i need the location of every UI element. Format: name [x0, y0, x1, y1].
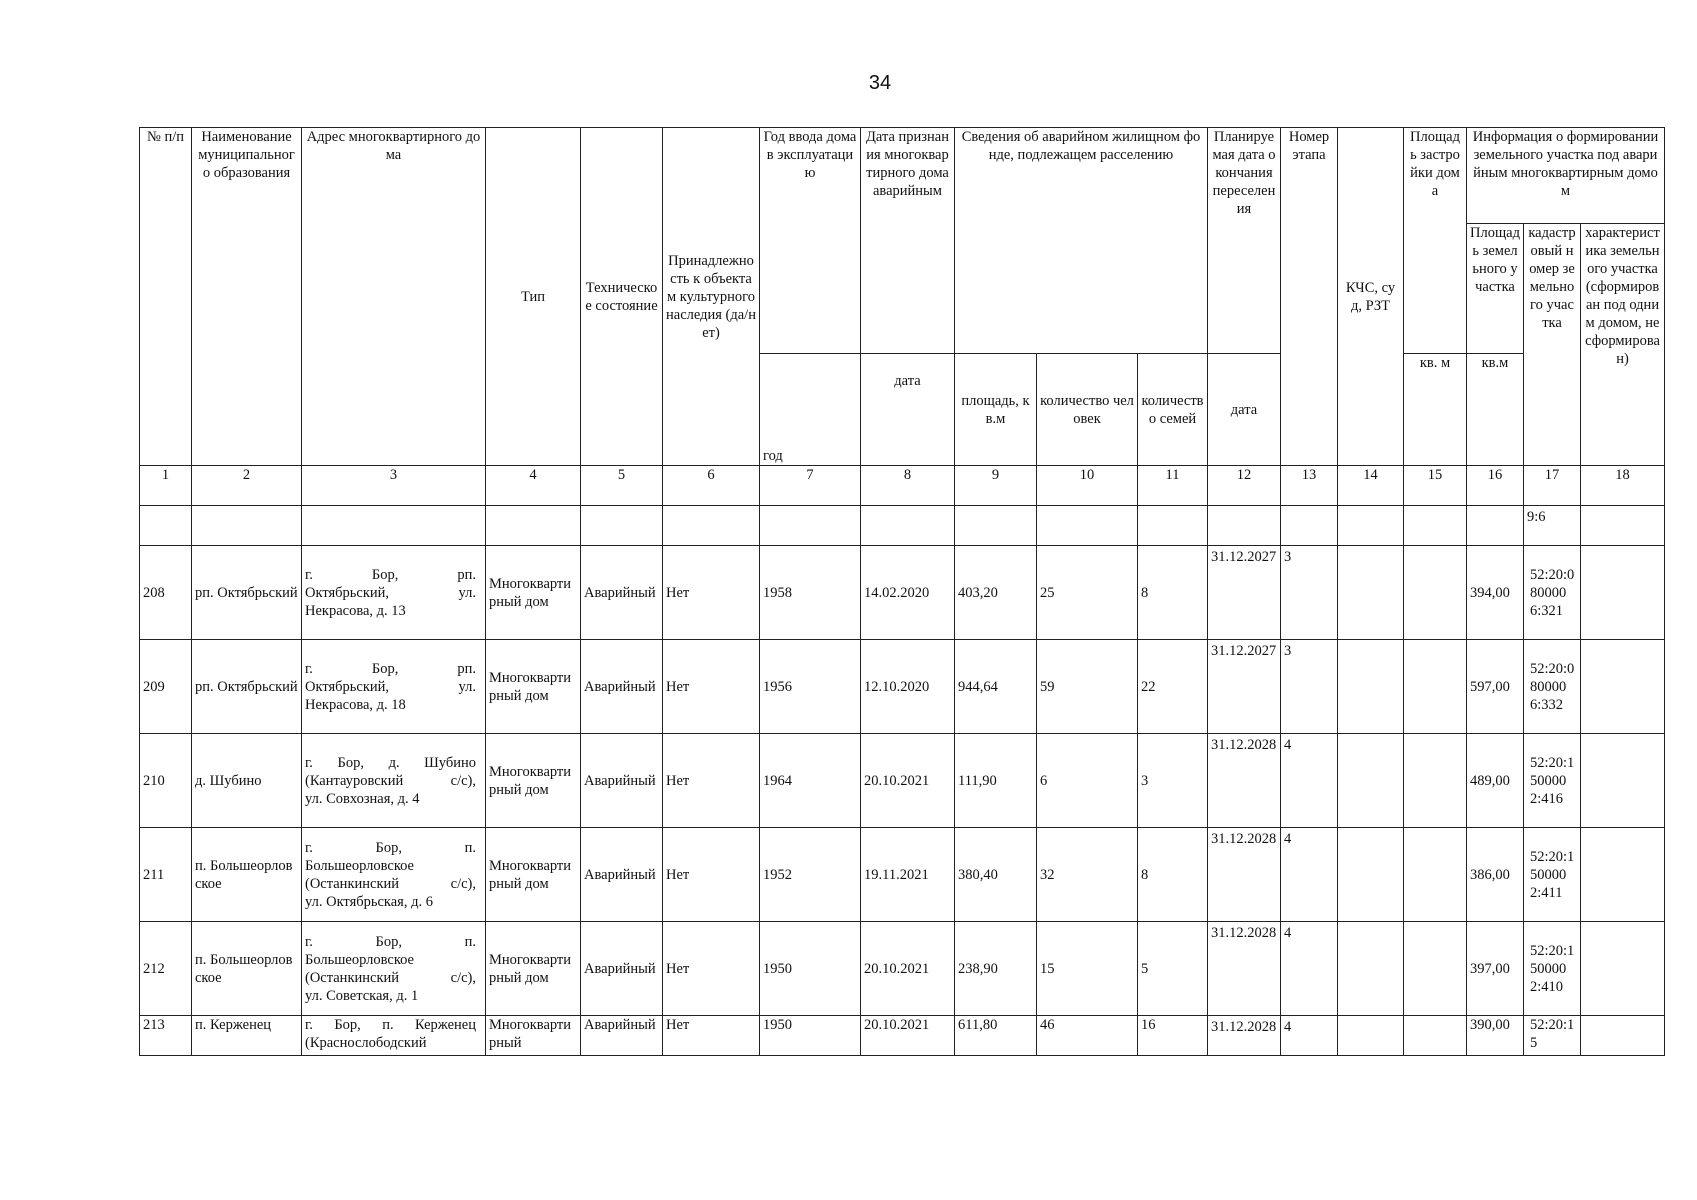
resettlement-end-cell: 31.12.2027: [1208, 640, 1281, 734]
header-num: № п/п: [140, 128, 192, 466]
header-recognition-date: Дата признания многоквартирного дома аварийным: [861, 128, 955, 354]
resettlement-end-cell: 31.12.2027: [1208, 546, 1281, 640]
header-people: количество человек: [1037, 354, 1138, 466]
address-cell: [302, 922, 486, 1016]
families-cell: 3: [1138, 734, 1208, 828]
build-area-cell: [1404, 734, 1467, 828]
row-number: 209: [140, 640, 192, 734]
area-cell: 380,40: [955, 828, 1037, 922]
column-number: 18: [1581, 466, 1665, 506]
land-char-cell: [1581, 734, 1665, 828]
year-cell: 1952: [760, 828, 861, 922]
cadastral-cell: 52:20:1500002:410: [1524, 922, 1581, 1016]
column-number: 13: [1281, 466, 1338, 506]
build-area-cell: [1404, 1016, 1467, 1056]
kchs-cell: [1338, 734, 1404, 828]
recognition-date-cell: 14.02.2020: [861, 546, 955, 640]
families-cell: 22: [1138, 640, 1208, 734]
header-resettlement-end: Планируемая дата окончания переселения: [1208, 128, 1281, 354]
header-land-area-sub: кв.м: [1467, 354, 1524, 466]
type-cell: Многоквартирный: [486, 1016, 581, 1056]
table-row: [140, 828, 1665, 922]
table-row: [140, 734, 1665, 828]
header-build-area: Площадь застройки дома: [1404, 128, 1467, 354]
header-cadastral: кадастровый номер земельного участка: [1524, 224, 1581, 466]
condition-cell: Аварийный: [581, 734, 663, 828]
header-families: количество семей: [1138, 354, 1208, 466]
families-cell: 8: [1138, 546, 1208, 640]
land-area-cell: 390,00: [1467, 1016, 1524, 1056]
recognition-date-cell: 20.10.2021: [861, 1016, 955, 1056]
area-cell: 611,80: [955, 1016, 1037, 1056]
recognition-date-cell: 12.10.2020: [861, 640, 955, 734]
municipality-cell: п. Большеорловское: [192, 922, 302, 1016]
build-area-cell: [1404, 922, 1467, 1016]
land-area-cell: 394,00: [1467, 546, 1524, 640]
area-cell: 403,20: [955, 546, 1037, 640]
column-number: 3: [302, 466, 486, 506]
row-number: 208: [140, 546, 192, 640]
header-row-1: [140, 128, 1665, 224]
type-cell: Многоквартирный дом: [486, 828, 581, 922]
heritage-cell: Нет: [663, 828, 760, 922]
column-number: 17: [1524, 466, 1581, 506]
table-row: [140, 922, 1665, 1016]
area-cell: 111,90: [955, 734, 1037, 828]
stage-cell: 4: [1281, 828, 1338, 922]
column-number: 10: [1037, 466, 1138, 506]
land-char-cell: [1581, 546, 1665, 640]
header-area: площадь, кв.м: [955, 354, 1037, 466]
condition-cell: Аварийный: [581, 828, 663, 922]
column-number: 9: [955, 466, 1037, 506]
column-number: 1: [140, 466, 192, 506]
header-type: Тип: [486, 128, 581, 466]
address-line: (Останкинский с/с),: [305, 969, 476, 986]
land-char-cell: [1581, 640, 1665, 734]
build-area-cell: [1404, 546, 1467, 640]
kchs-cell: [1338, 640, 1404, 734]
year-cell: 1964: [760, 734, 861, 828]
address-line: г. Бор, п.: [305, 839, 476, 856]
address-cell: [302, 640, 486, 734]
land-area-cell: 397,00: [1467, 922, 1524, 1016]
column-number: 16: [1467, 466, 1524, 506]
families-cell: 8: [1138, 828, 1208, 922]
area-cell: 944,64: [955, 640, 1037, 734]
column-number: 8: [861, 466, 955, 506]
heritage-cell: Нет: [663, 1016, 760, 1056]
resettlement-end-cell: 31.12.2028: [1208, 828, 1281, 922]
kchs-cell: [1338, 922, 1404, 1016]
kchs-cell: [1338, 828, 1404, 922]
address-line: (Кантауровский с/с),: [305, 772, 476, 789]
condition-cell: Аварийный: [581, 922, 663, 1016]
type-cell: Многоквартирный дом: [486, 922, 581, 1016]
year-cell: 1950: [760, 922, 861, 1016]
header-municipality: Наименование муниципального образования: [192, 128, 302, 466]
column-number: 14: [1338, 466, 1404, 506]
people-cell: 15: [1037, 922, 1138, 1016]
carry-cadastral: 9:6: [1524, 506, 1581, 546]
kchs-cell: [1338, 546, 1404, 640]
municipality-cell: п. Керженец: [192, 1016, 302, 1056]
stage-cell: 3: [1281, 640, 1338, 734]
type-cell: Многоквартирный дом: [486, 734, 581, 828]
page-number: 34: [868, 72, 892, 94]
families-cell: 5: [1138, 922, 1208, 1016]
address-line: Большеорловское: [305, 951, 414, 968]
column-numbers-row: [140, 466, 1665, 506]
land-area-cell: 597,00: [1467, 640, 1524, 734]
address-line: г. Бор, п. Керженец: [305, 1017, 476, 1033]
address-line: Октябрьский, ул.: [305, 678, 476, 695]
kchs-cell: [1338, 1016, 1404, 1056]
address-line: ул. Совхозная, д. 4: [305, 790, 420, 807]
cadastral-cell: 52:20:1500002:416: [1524, 734, 1581, 828]
header-year: Год ввода дома в эксплуатацию: [760, 128, 861, 354]
cadastral-cell: 52:20:15: [1524, 1016, 1581, 1056]
people-cell: 46: [1037, 1016, 1138, 1056]
people-cell: 32: [1037, 828, 1138, 922]
land-area-cell: 489,00: [1467, 734, 1524, 828]
recognition-date-cell: 20.10.2021: [861, 734, 955, 828]
carry-over-row: [140, 506, 1665, 546]
column-number: 2: [192, 466, 302, 506]
families-cell: 16: [1138, 1016, 1208, 1056]
build-area-cell: [1404, 640, 1467, 734]
row-number: 211: [140, 828, 192, 922]
recognition-date-cell: 20.10.2021: [861, 922, 955, 1016]
address-line: Некрасова, д. 13: [305, 602, 406, 619]
condition-cell: Аварийный: [581, 546, 663, 640]
header-land-char: характеристика земельного участка (сформирован под одним домом, не сформирован): [1581, 224, 1665, 466]
column-number: 15: [1404, 466, 1467, 506]
address-cell: [302, 734, 486, 828]
address-cell: [302, 1016, 486, 1056]
condition-cell: Аварийный: [581, 640, 663, 734]
header-land-area: Площадь земельного участка: [1467, 224, 1524, 354]
cadastral-cell: 52:20:0800006:332: [1524, 640, 1581, 734]
address-line: Большеорловское: [305, 857, 414, 874]
cadastral-cell: 52:20:1500002:411: [1524, 828, 1581, 922]
stage-cell: 4: [1281, 734, 1338, 828]
row-number: 212: [140, 922, 192, 1016]
heritage-cell: Нет: [663, 640, 760, 734]
address-line: г. Бор, рп.: [305, 566, 476, 583]
resettlement-end-cell: 31.12.2028: [1208, 734, 1281, 828]
land-char-cell: [1581, 1016, 1665, 1056]
column-number: 7: [760, 466, 861, 506]
address-line: г. Бор, рп.: [305, 660, 476, 677]
header-stage: Номер этапа: [1281, 128, 1338, 466]
people-cell: 6: [1037, 734, 1138, 828]
cadastral-cell: 52:20:0800006:321: [1524, 546, 1581, 640]
header-year-sub: год: [760, 354, 861, 466]
heritage-cell: Нет: [663, 734, 760, 828]
header-kchs: КЧС, суд, РЗТ: [1338, 128, 1404, 466]
address-line: г. Бор, п.: [305, 933, 476, 950]
address-line: Октябрьский, ул.: [305, 584, 476, 601]
stage-cell: 4: [1281, 922, 1338, 1016]
year-cell: 1958: [760, 546, 861, 640]
condition-cell: Аварийный: [581, 1016, 663, 1056]
address-line: г. Бор, д. Шубино: [305, 754, 476, 771]
people-cell: 59: [1037, 640, 1138, 734]
address-cell: [302, 546, 486, 640]
land-char-cell: [1581, 828, 1665, 922]
address-cell: [302, 828, 486, 922]
municipality-cell: п. Большеорловское: [192, 828, 302, 922]
address-line: (Краснослободский: [305, 1035, 427, 1051]
address-line: Некрасова, д. 18: [305, 696, 406, 713]
address-line: ул. Октябрьская, д. 6: [305, 893, 433, 910]
column-number: 12: [1208, 466, 1281, 506]
resettlement-end-cell: 31.12.2028: [1208, 1016, 1281, 1056]
header-address: Адрес многоквартирного дома: [302, 128, 486, 466]
stage-cell: 3: [1281, 546, 1338, 640]
recognition-date-cell: 19.11.2021: [861, 828, 955, 922]
row-number: 210: [140, 734, 192, 828]
header-end-date-sub: дата: [1208, 354, 1281, 466]
table-row: [140, 1016, 1665, 1056]
header-date-sub: дата: [861, 354, 955, 466]
column-number: 6: [663, 466, 760, 506]
column-number: 4: [486, 466, 581, 506]
address-line: ул. Советская, д. 1: [305, 987, 419, 1004]
type-cell: Многоквартирный дом: [486, 546, 581, 640]
land-area-cell: 386,00: [1467, 828, 1524, 922]
address-line: (Останкинский с/с),: [305, 875, 476, 892]
table-row: [140, 546, 1665, 640]
area-cell: 238,90: [955, 922, 1037, 1016]
stage-cell: 4: [1281, 1016, 1338, 1056]
row-number: 213: [140, 1016, 192, 1056]
emergency-housing-table: [139, 127, 1665, 1056]
column-number: 11: [1138, 466, 1208, 506]
year-cell: 1956: [760, 640, 861, 734]
municipality-cell: рп. Октябрьский: [192, 640, 302, 734]
municipality-cell: рп. Октябрьский: [192, 546, 302, 640]
column-number: 5: [581, 466, 663, 506]
header-emergency-group: Сведения об аварийном жилищном фонде, подлежащем расселению: [955, 128, 1208, 354]
build-area-cell: [1404, 828, 1467, 922]
year-cell: 1950: [760, 1016, 861, 1056]
municipality-cell: д. Шубино: [192, 734, 302, 828]
header-build-area-sub: кв. м: [1404, 354, 1467, 466]
people-cell: 25: [1037, 546, 1138, 640]
header-heritage: Принадлежность к объектам культурного наследия (да/нет): [663, 128, 760, 466]
header-condition: Техническое состояние: [581, 128, 663, 466]
resettlement-end-cell: 31.12.2028: [1208, 922, 1281, 1016]
table-row: [140, 640, 1665, 734]
land-char-cell: [1581, 922, 1665, 1016]
header-land-group: Информация о формировании земельного участка под аварийным многоквартирным домом: [1467, 128, 1665, 224]
type-cell: Многоквартирный дом: [486, 640, 581, 734]
heritage-cell: Нет: [663, 546, 760, 640]
heritage-cell: Нет: [663, 922, 760, 1016]
